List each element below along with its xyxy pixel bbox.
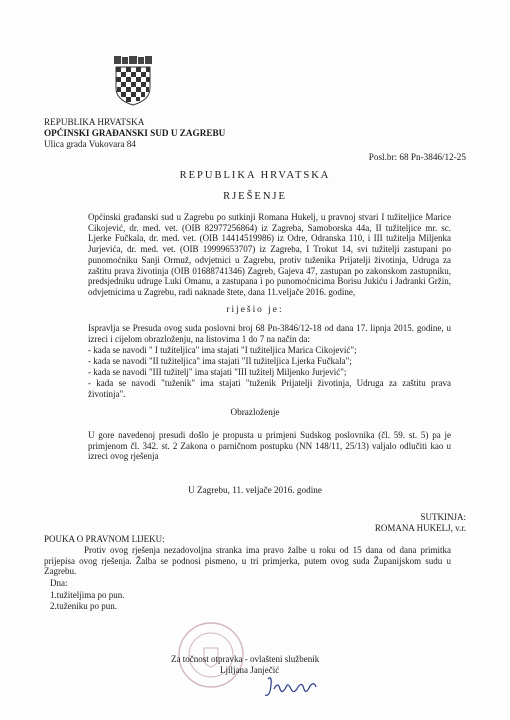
certification-text: Za točnost otpravka - ovlašteni službenik xyxy=(171,654,320,664)
correction-paragraph: Ispravlja se Presuda ovog suda poslovni broj 68 Pn-3846/12-18 od dana 17. lipnja 2015. godine, u izreci i cijelom obrazloženju, na listovima 1 do 7 na način da: xyxy=(88,323,451,344)
resolved-heading: riješio je: xyxy=(226,305,284,315)
delivery-heading: Dna: xyxy=(50,578,68,588)
republic-title: REPUBLIKA HRVATSKA xyxy=(179,170,331,181)
case-number: Posl.br: 68 Pn-3846/12-25 xyxy=(368,152,466,162)
coat-of-arms-emblem xyxy=(112,56,154,106)
reasoning-heading: Obrazloženje xyxy=(230,407,280,417)
correction-item: - kada se navodi "II tužiteljica" ima stajati "II tužiteljica Ljerka Fučkala"; xyxy=(88,356,352,366)
header-court: OPĆINSKI GRAĐANSKI SUD U ZAGREBU xyxy=(44,128,226,138)
place-date: U Zagrebu, 11. veljače 2016. godine xyxy=(188,485,322,495)
intro-paragraph: Općinski građanski sud u Zagrebu po sutkinji Romana Hukelj, u pravnoj stvari I tužiteljice Marice Cikojević, dr. med. vet. (OIB 82977256864) iz Zagreba, Samoborska 44a, II tužiteljice mr. sc. Ljerke Fučkala, dr. med. vet. (OIB 14414519986) iz Odre, Odranska 110, i III tužitelja Miljenka Jurjevića, dr. med. vet. (OIB 19999653707) iz Zagreba, I Trokut 14, svi tužitelji zastupani po punomoćniku Sanji Ormuž, odvjetnici u Zagrebu, protiv tuženika Prijatelji životinja, Udruga za zaštitu prava životinja (OIB 01688741346) Zagreb, Gajeva 47, zastupan po zakonskom zastupniku, predsjedniku udruge Luki Omanu, a zastupana i po punomoćnicima Borisu Jukiću i Jadranki Gržin, odvjetnicima u Zagrebu, radi naknade štete, dana 11.veljače 2016. godine, xyxy=(88,212,451,297)
clerk-name: Ljiljana Janječić xyxy=(220,665,280,675)
header-address: Ulica grada Vukovara 84 xyxy=(44,139,136,149)
legal-remedy-heading: POUKA O PRAVNOM LIJEKU: xyxy=(44,534,165,544)
delivery-item: 2.tuženiku po pun. xyxy=(50,601,117,611)
correction-item: - kada se navodi " I tužiteljica" ima stajati "I tužiteljica Marica Cikojević"; xyxy=(88,345,357,355)
legal-remedy-text: Protiv ovog rješenja nezadovoljna stranka ima pravo žalbe u roku od 15 dana od dana primitka prijepisa ovog rješenja. Žalba se podnosi pismeno, u tri primjerka, putem ovog suda Županijskom sudu u Zagrebu. xyxy=(44,545,451,577)
judge-title: SUTKINJA: xyxy=(420,512,466,522)
delivery-item: 1.tužiteljima po pun. xyxy=(50,590,125,600)
judge-name: ROMANA HUKELJ, v.r. xyxy=(374,523,466,533)
correction-item: - kada se navodi "tuženik" ima stajati "tuženik Prijatelji životinja, Udruga za zaštitu prava životinja". xyxy=(88,378,451,399)
decision-title: RJEŠENJE xyxy=(223,191,287,202)
reasoning-paragraph: U gore navedenoj presudi došlo je propusta u primjeni Sudskog poslovnika (čl. 59. st. 5) pa je primjenom čl. 342. st. 2 Zakona o parničnom postupku (NN 148/11, 25/13) valjalo odlučiti kao u izreci ovog rješenja xyxy=(88,430,451,462)
header-country: REPUBLIKA HRVATSKA xyxy=(44,117,145,127)
handwritten-signature xyxy=(262,673,322,703)
correction-item: - kada se navodi "III tužitelj" ima stajati "III tužitelj Miljenko Jurjević"; xyxy=(88,367,347,377)
